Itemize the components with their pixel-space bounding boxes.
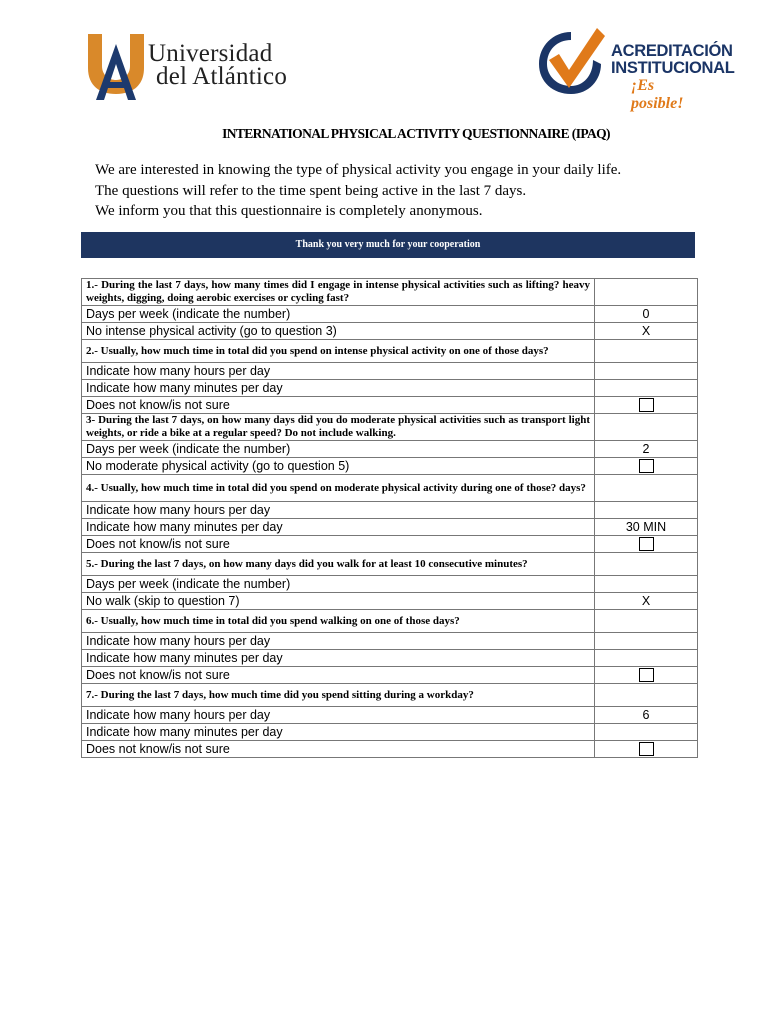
row-label: Days per week (indicate the number) [82, 576, 595, 593]
row-label: Indicate how many hours per day [82, 707, 595, 724]
answer-field[interactable] [595, 502, 698, 519]
row-label: Does not know/is not sure [82, 397, 595, 414]
row-label: Indicate how many minutes per day [82, 380, 595, 397]
thank-you-banner: Thank you very much for your cooperation [81, 232, 695, 258]
row-label: No moderate physical activity (go to question 5) [82, 458, 595, 475]
answer-field[interactable] [595, 724, 698, 741]
row-label: Does not know/is not sure [82, 741, 595, 758]
table-row [82, 363, 698, 380]
table-row [82, 323, 698, 340]
accreditation-logo [535, 24, 735, 112]
answer-field[interactable]: 30 MIN [595, 519, 698, 536]
question-row [82, 475, 698, 502]
table-row [82, 380, 698, 397]
answer-cell [595, 667, 698, 684]
checkbox[interactable] [639, 459, 654, 473]
table-row [82, 306, 698, 323]
question-answer-cell [595, 610, 698, 633]
university-name [148, 42, 287, 88]
question-answer-cell [595, 553, 698, 576]
answer-field[interactable] [595, 633, 698, 650]
answer-field[interactable]: 0 [595, 306, 698, 323]
row-label: No walk (skip to question 7) [82, 593, 595, 610]
question-text: 5.- During the last 7 days, on how many days did you walk for at least 10 consecutive minutes? [82, 553, 595, 576]
intro-line: The questions will refer to the time spent being active in the last 7 days. [95, 182, 527, 199]
accreditation-line2: INSTITUCIONAL [611, 59, 735, 77]
table-row [82, 633, 698, 650]
table-row [82, 502, 698, 519]
answer-cell [595, 397, 698, 414]
row-label: Indicate how many hours per day [82, 502, 595, 519]
question-text: 7.- During the last 7 days, how much time did you spend sitting during a workday? [82, 684, 595, 707]
intro-line: We are interested in knowing the type of physical activity you engage in your daily life. [95, 162, 622, 178]
question-answer-cell [595, 414, 698, 441]
university-name-line1: Universidad [148, 40, 273, 67]
table-row [82, 536, 698, 553]
university-emblem-icon [84, 30, 148, 104]
checkbox[interactable] [639, 398, 654, 412]
question-row [82, 553, 698, 576]
accreditation-seal-icon [535, 24, 611, 100]
checkbox[interactable] [639, 742, 654, 756]
intro-paragraph [95, 160, 665, 222]
table-row [82, 458, 698, 475]
question-text: 3- During the last 7 days, on how many days did you do moderate physical activities such as transport light weights, or ride a bike at a regular speed? Do not include walking. [82, 414, 595, 441]
accreditation-line1: ACREDITACIÓN [611, 42, 733, 60]
page-title: INTERNATIONAL PHYSICAL ACTIVITY QUESTIONNAIRE (IPAQ) [222, 126, 610, 141]
question-answer-cell [595, 475, 698, 502]
intro-line: We inform you that this questionnaire is completely anonymous. [95, 203, 483, 219]
question-text: 4.- Usually, how much time in total did you spend on moderate physical activity during one of those? days? [82, 475, 595, 502]
row-label: Does not know/is not sure [82, 667, 595, 684]
question-row [82, 684, 698, 707]
table-row [82, 519, 698, 536]
table-row [82, 741, 698, 758]
table-row [82, 397, 698, 414]
row-label: Days per week (indicate the number) [82, 306, 595, 323]
row-label: Indicate how many minutes per day [82, 650, 595, 667]
question-text: 2.- Usually, how much time in total did you spend on intense physical activity on one of those days? [82, 340, 595, 363]
answer-field[interactable] [595, 380, 698, 397]
checkbox[interactable] [639, 537, 654, 551]
question-text: 1.- During the last 7 days, how many times did I engage in intense physical activities such as lifting? heavy weights, digging, doing aerobic exercises or cycling fast? [82, 279, 595, 306]
university-logo [84, 30, 290, 106]
table-row [82, 576, 698, 593]
answer-cell [595, 458, 698, 475]
question-text: 6.- Usually, how much time in total did you spend walking on one of those days? [82, 610, 595, 633]
answer-field[interactable] [595, 650, 698, 667]
answer-cell [595, 536, 698, 553]
table-row [82, 667, 698, 684]
checkbox[interactable] [639, 668, 654, 682]
accreditation-tagline: ¡Es posible! [631, 77, 684, 112]
question-answer-cell [595, 684, 698, 707]
question-answer-cell [595, 340, 698, 363]
row-label: Indicate how many minutes per day [82, 519, 595, 536]
table-row [82, 724, 698, 741]
answer-field[interactable]: 6 [595, 707, 698, 724]
university-name-line2: del Atlántico [156, 63, 288, 90]
answer-field[interactable]: X [595, 323, 698, 340]
answer-field[interactable] [595, 363, 698, 380]
answer-cell [595, 741, 698, 758]
row-label: Indicate how many hours per day [82, 363, 595, 380]
row-label: No intense physical activity (go to question 3) [82, 323, 595, 340]
row-label: Days per week (indicate the number) [82, 441, 595, 458]
questionnaire-table [81, 278, 698, 758]
table-row [82, 593, 698, 610]
table-row [82, 441, 698, 458]
question-row [82, 340, 698, 363]
question-row [82, 610, 698, 633]
table-row [82, 707, 698, 724]
row-label: Indicate how many minutes per day [82, 724, 595, 741]
question-row [82, 414, 698, 441]
question-row [82, 279, 698, 306]
question-answer-cell [595, 279, 698, 306]
row-label: Indicate how many hours per day [82, 633, 595, 650]
row-label: Does not know/is not sure [82, 536, 595, 553]
table-row [82, 650, 698, 667]
answer-field[interactable]: X [595, 593, 698, 610]
answer-field[interactable]: 2 [595, 441, 698, 458]
answer-field[interactable] [595, 576, 698, 593]
